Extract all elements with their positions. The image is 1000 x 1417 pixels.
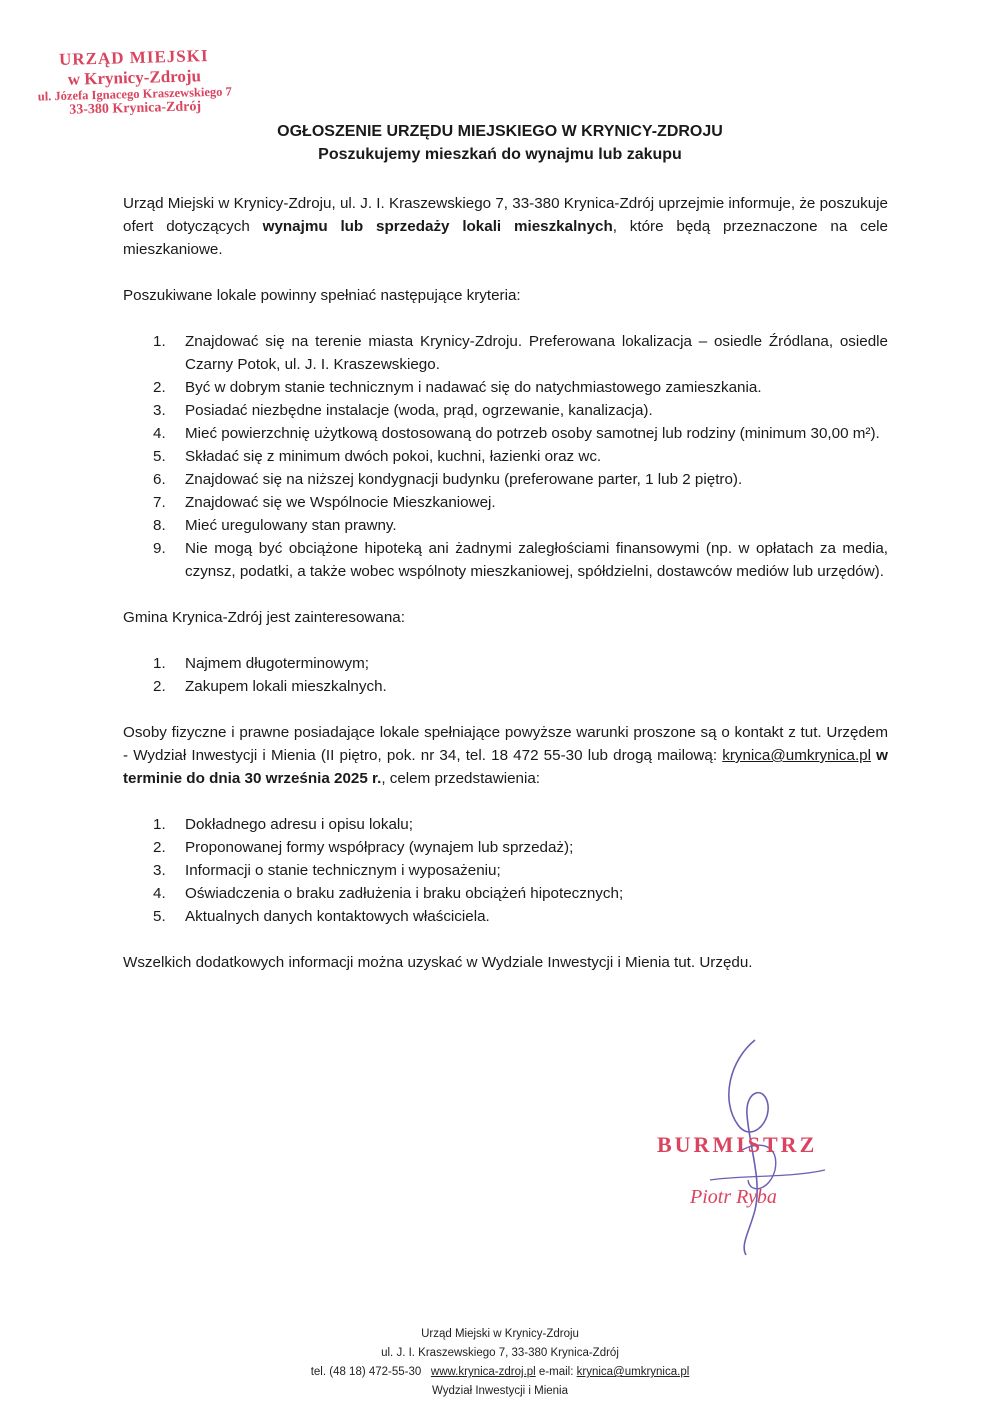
closing-paragraph: Wszelkich dodatkowych informacji można uzyskać w Wydziale Inwestycji i Mienia tut. Urzędu. <box>123 954 753 971</box>
footer-contact-line <box>0 1363 1000 1382</box>
footer-phone: tel. (48 18) 472-55-30 <box>310 1366 422 1378</box>
stamp-line-4: 33-380 Krynica-Zdrój <box>69 99 202 119</box>
list-number: 2. <box>153 678 166 695</box>
list-number: 7. <box>153 494 166 511</box>
intro-paragraph <box>123 192 888 261</box>
list-number: 2. <box>153 379 166 396</box>
footer-email-label: e-mail: <box>535 1366 577 1378</box>
list-text: Być w dobrym stanie technicznym i nadawać się do natychmiastowego zamieszkania. <box>185 379 762 396</box>
list-text: Informacji o stanie technicznym i wyposażeniu; <box>185 862 501 879</box>
stamp-line-3: ul. Józefa Ignacego Kraszewskiego 7 <box>37 84 232 104</box>
criteria-intro: Poszukiwane lokale powinny spełniać następujące kryteria: <box>123 287 521 304</box>
contact-text-before: Osoby fizyczne i prawne posiadające lokale spełniające powyższe warunki proszone są o kontakt z tut. Urzędem - Wydział Inwestycji i Mienia (II piętro, pok. nr 34, tel. 18 472 55-30 lub drogą mailową: <box>123 724 888 764</box>
list-number: 1. <box>153 655 166 672</box>
list-text: Nie mogą być obciążone hipoteką ani żadnymi zaległościami finansowymi (np. w opłatach za media, czynsz, podatki, a także wobec wspólnoty mieszkaniowej, spółdzielni, dostawców mediów lub urzędów). <box>185 540 888 580</box>
list-item <box>123 859 888 882</box>
list-item <box>123 399 888 422</box>
page-subtitle: Poszukujemy mieszkań do wynajmu lub zakupu <box>318 146 682 163</box>
stamp-line-1: URZĄD MIEJSKI <box>58 46 209 69</box>
list-text: Znajdować się na niższej kondygnacji budynku (preferowane parter, 1 lub 2 piętro). <box>185 471 743 488</box>
intro-text-before: Urząd Miejski w Krynicy-Zdroju, ul. J. I. Kraszewskiego 7, 33-380 Krynica-Zdrój uprzejmie informuje, że poszukuje ofert dotyczących <box>123 195 888 235</box>
list-item <box>123 514 888 537</box>
list-item <box>123 882 888 905</box>
list-number: 2. <box>153 839 166 856</box>
list-item <box>123 422 888 445</box>
list-item <box>123 330 888 376</box>
interest-list <box>123 652 888 698</box>
list-item <box>123 468 888 491</box>
footer-website-link[interactable]: www.krynica-zdroj.pl <box>430 1366 536 1378</box>
list-item <box>123 491 888 514</box>
list-text: Składać się z minimum dwóch pokoi, kuchni, łazienki oraz wc. <box>185 448 602 465</box>
list-item <box>123 813 888 836</box>
list-number: 4. <box>153 885 166 902</box>
criteria-list <box>123 330 888 583</box>
office-stamp <box>11 45 258 121</box>
mayor-title-stamp: BURMISTRZ <box>657 1132 818 1157</box>
intro-text-after: , które będą przeznaczone na cele mieszkaniowe. <box>123 218 888 258</box>
list-text: Znajdować się na terenie miasta Krynicy-Zdroju. Preferowana lokalizacja – osiedle Źródlana, osiedle Czarny Potok, ul. J. I. Kraszewskiego. <box>185 333 888 373</box>
footer-email-link[interactable]: krynica@umkrynica.pl <box>576 1366 690 1378</box>
list-number: 1. <box>153 816 166 833</box>
list-text: Aktualnych danych kontaktowych właściciela. <box>185 908 490 925</box>
list-number: 3. <box>153 862 166 879</box>
list-item <box>123 537 888 583</box>
interest-intro: Gmina Krynica-Zdrój jest zainteresowana: <box>123 609 405 626</box>
contact-text-after: , celem przedstawienia: <box>381 770 541 787</box>
list-number: 6. <box>153 471 166 488</box>
list-number: 9. <box>153 540 166 557</box>
page-footer <box>0 1325 1000 1401</box>
list-number: 5. <box>153 908 166 925</box>
footer-line-1: Urząd Miejski w Krynicy-Zdroju <box>421 1328 579 1340</box>
list-text: Posiadać niezbędne instalacje (woda, prąd, ogrzewanie, kanalizacja). <box>185 402 653 419</box>
stamp-line-2: w Krynicy-Zdroju <box>67 65 202 89</box>
document-header <box>0 120 1000 166</box>
list-text: Mieć uregulowany stan prawny. <box>185 517 397 534</box>
page-title: OGŁOSZENIE URZĘDU MIEJSKIEGO W KRYNICY-ZDROJU <box>277 123 723 140</box>
list-number: 4. <box>153 425 166 442</box>
list-text: Oświadczenia o braku zadłużenia i braku obciążeń hipotecznych; <box>185 885 624 902</box>
footer-line-2: ul. J. I. Kraszewskiego 7, 33-380 Krynica-Zdrój <box>381 1347 619 1359</box>
contact-deadline: w terminie do dnia 30 września 2025 r. <box>123 747 888 787</box>
required-info-list <box>123 813 888 928</box>
list-text: Dokładnego adresu i opisu lokalu; <box>185 816 413 833</box>
list-item <box>123 445 888 468</box>
list-number: 1. <box>153 333 166 350</box>
list-text: Najmem długoterminowym; <box>185 655 369 672</box>
contact-paragraph <box>123 721 888 790</box>
footer-line-4: Wydział Inwestycji i Mienia <box>431 1385 569 1397</box>
list-item <box>123 675 888 698</box>
mayor-name-stamp: Piotr Ryba <box>690 1186 777 1208</box>
list-item <box>123 376 888 399</box>
list-text: Mieć powierzchnię użytkową dostosowaną do potrzeb osoby samotnej lub rodziny (minimum 30,00 m²). <box>185 425 880 442</box>
contact-email-link[interactable]: krynica@umkrynica.pl <box>722 747 872 764</box>
list-text: Proponowanej formy współpracy (wynajem lub sprzedaż); <box>185 839 574 856</box>
list-number: 8. <box>153 517 166 534</box>
list-item <box>123 905 888 928</box>
list-number: 5. <box>153 448 166 465</box>
list-item <box>123 836 888 859</box>
list-text: Zakupem lokali mieszkalnych. <box>185 678 387 695</box>
intro-bold: wynajmu lub sprzedaży lokali mieszkalnych <box>262 218 613 235</box>
list-text: Znajdować się we Wspólnocie Mieszkaniowej. <box>185 494 496 511</box>
list-item <box>123 652 888 675</box>
list-number: 3. <box>153 402 166 419</box>
document-body <box>123 192 888 974</box>
